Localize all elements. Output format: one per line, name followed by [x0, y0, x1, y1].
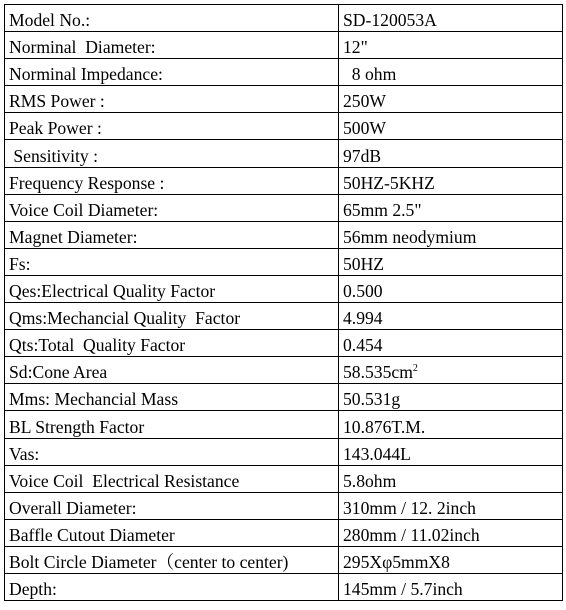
spec-value-text: SD-120053A: [343, 10, 437, 31]
spec-value-cell: [339, 5, 563, 32]
spec-row: [5, 330, 563, 357]
spec-row: [5, 384, 563, 411]
spec-value-superscript: 2: [412, 363, 418, 375]
spec-value-cell: [339, 140, 563, 167]
spec-table-body: [5, 5, 563, 601]
spec-row: [5, 248, 563, 275]
spec-row: [5, 411, 563, 438]
spec-row: [5, 5, 563, 32]
spec-value-cell: [339, 221, 563, 248]
spec-row: [5, 167, 563, 194]
spec-label-cell: Baffle Cutout Diameter: [5, 519, 339, 546]
spec-value-text: 97dB: [343, 145, 382, 166]
spec-value-cell: [339, 492, 563, 519]
spec-label-cell: Peak Power :: [5, 113, 339, 140]
spec-value-text: 500W: [343, 118, 386, 139]
spec-value-text: 5.8ohm: [343, 470, 397, 491]
spec-value-cell: [339, 303, 563, 330]
spec-label-cell: Magnet Diameter:: [5, 221, 339, 248]
spec-row: [5, 438, 563, 465]
spec-value-cell: [339, 248, 563, 275]
spec-value-text: 12": [343, 37, 368, 58]
spec-value-text: 280mm / 11.02inch: [343, 524, 480, 545]
spec-row: [5, 194, 563, 221]
spec-value-text: 50.531g: [343, 389, 401, 410]
spec-label-cell: Bolt Circle Diameter（center to center): [5, 546, 339, 573]
spec-value-cell: [339, 411, 563, 438]
spec-row: [5, 357, 563, 384]
spec-value-cell: [339, 546, 563, 573]
spec-label-cell: Mms: Mechancial Mass: [5, 384, 339, 411]
spec-label-cell: Overall Diameter:: [5, 492, 339, 519]
spec-label-cell: Model No.:: [5, 5, 339, 32]
spec-label-cell: Voice Coil Diameter:: [5, 194, 339, 221]
spec-label-cell: Qms:Mechancial Quality Factor: [5, 303, 339, 330]
spec-value-text: 250W: [343, 91, 386, 112]
spec-label-cell: Norminal Diameter:: [5, 32, 339, 59]
spec-row: [5, 519, 563, 546]
spec-row: [5, 32, 563, 59]
spec-label-cell: RMS Power :: [5, 86, 339, 113]
spec-value-text: 0.454: [343, 335, 383, 356]
spec-label-cell: BL Strength Factor: [5, 411, 339, 438]
spec-label-cell: Qts:Total Quality Factor: [5, 330, 339, 357]
spec-row: [5, 86, 563, 113]
spec-label-cell: Frequency Response :: [5, 167, 339, 194]
spec-value-text: 10.876T.M.: [343, 416, 426, 437]
spec-value-text: 145mm / 5.7inch: [343, 579, 463, 600]
spec-value-text: 56mm neodymium: [343, 226, 477, 247]
spec-value-cell: [339, 357, 563, 384]
spec-value-text: 143.044L: [343, 443, 411, 464]
spec-value-cell: [339, 275, 563, 302]
spec-label-cell: Qes:Electrical Quality Factor: [5, 275, 339, 302]
spec-value-cell: [339, 438, 563, 465]
spec-value-cell: [339, 330, 563, 357]
spec-row: [5, 492, 563, 519]
spec-value-cell: [339, 519, 563, 546]
spec-value-text: 65mm 2.5": [343, 199, 422, 220]
spec-value-cell: [339, 167, 563, 194]
spec-label-cell: Norminal Impedance:: [5, 59, 339, 86]
spec-row: [5, 113, 563, 140]
spec-row: [5, 221, 563, 248]
spec-row: [5, 275, 563, 302]
spec-label-cell: Voice Coil Electrical Resistance: [5, 465, 339, 492]
spec-value-text: 58.535cm: [343, 362, 413, 383]
spec-row: [5, 59, 563, 86]
spec-label-cell: Sensitivity :: [5, 140, 339, 167]
spec-value-cell: [339, 573, 563, 600]
spec-row: [5, 465, 563, 492]
spec-value-cell: [339, 86, 563, 113]
spec-value-cell: [339, 465, 563, 492]
spec-label-cell: Vas:: [5, 438, 339, 465]
spec-value-cell: [339, 59, 563, 86]
spec-value-text: 8 ohm: [343, 64, 397, 85]
spec-value-text: 0.500: [343, 281, 383, 302]
spec-value-text: 50HZ-5KHZ: [343, 172, 435, 193]
spec-value-cell: [339, 32, 563, 59]
spec-label-cell: Fs:: [5, 248, 339, 275]
spec-value-cell: [339, 194, 563, 221]
spec-value-text: 50HZ: [343, 253, 385, 274]
speaker-spec-table: [4, 4, 563, 601]
spec-label-cell: Depth:: [5, 573, 339, 600]
spec-row: [5, 573, 563, 600]
spec-label-cell: Sd:Cone Area: [5, 357, 339, 384]
spec-value-text: 295Xφ5mmX8: [343, 551, 450, 572]
spec-row: [5, 140, 563, 167]
spec-value-text: 310mm / 12. 2inch: [343, 497, 476, 518]
spec-row: [5, 546, 563, 573]
spec-value-text: 4.994: [343, 308, 383, 329]
spec-value-cell: [339, 384, 563, 411]
spec-value-cell: [339, 113, 563, 140]
spec-row: [5, 303, 563, 330]
